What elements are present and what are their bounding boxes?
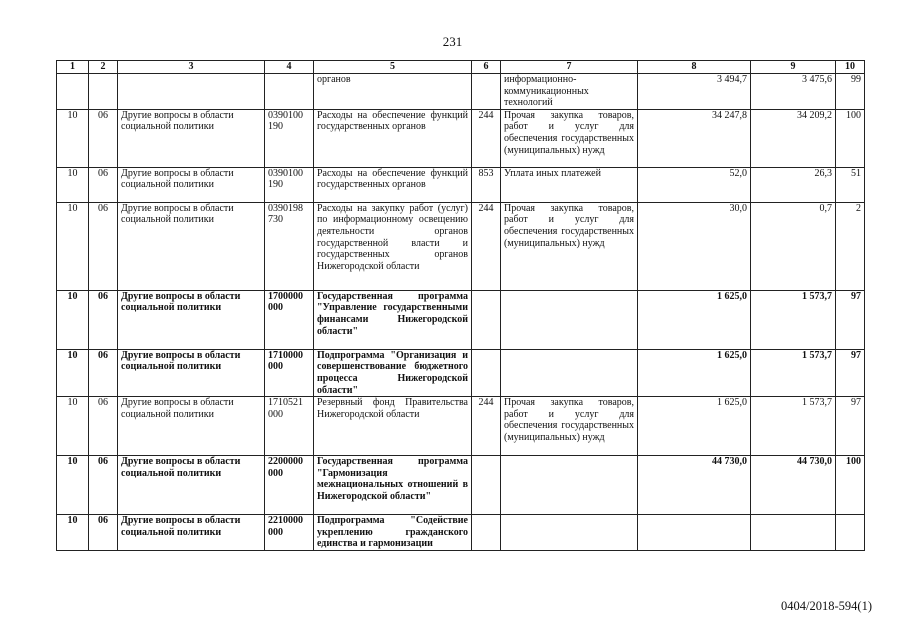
target-item-name: Расходы на обеспечение функций государственных органов — [314, 167, 472, 202]
planned-amount — [638, 515, 751, 551]
execution-percent: 97 — [836, 397, 865, 456]
expense-type-name: информационно-коммуникационных технологий — [501, 74, 638, 110]
expense-type-code: 244 — [472, 202, 501, 290]
execution-percent: 2 — [836, 202, 865, 290]
executed-amount: 34 209,2 — [751, 109, 836, 167]
expense-type-name: Прочая закупка товаров, работ и услуг для обеспечения государственных (муниципальных) нужд — [501, 397, 638, 456]
executed-amount: 26,3 — [751, 167, 836, 202]
subsection-code: 06 — [89, 397, 118, 456]
column-header-5: 5 — [314, 61, 472, 74]
section-code: 10 — [57, 397, 89, 456]
target-item-code: 0390198 730 — [265, 202, 314, 290]
column-header-8: 8 — [638, 61, 751, 74]
planned-amount: 44 730,0 — [638, 456, 751, 515]
table-row — [57, 74, 865, 110]
target-item-code: 2200000 000 — [265, 456, 314, 515]
target-item-code: 0390100 190 — [265, 109, 314, 167]
column-header-9: 9 — [751, 61, 836, 74]
section-name: Другие вопросы в области социальной политики — [118, 202, 265, 290]
planned-amount: 52,0 — [638, 167, 751, 202]
expense-type-name — [501, 290, 638, 349]
section-name — [118, 74, 265, 110]
section-name: Другие вопросы в области социальной политики — [118, 290, 265, 349]
section-code: 10 — [57, 456, 89, 515]
expense-type-name — [501, 349, 638, 396]
section-code: 10 — [57, 167, 89, 202]
expense-type-code — [472, 74, 501, 110]
expense-type-code: 853 — [472, 167, 501, 202]
column-header-10: 10 — [836, 61, 865, 74]
section-code: 10 — [57, 349, 89, 396]
section-name: Другие вопросы в области социальной политики — [118, 109, 265, 167]
subsection-code: 06 — [89, 515, 118, 551]
section-code: 10 — [57, 202, 89, 290]
table-row — [57, 167, 865, 202]
expense-type-code — [472, 456, 501, 515]
table-row — [57, 109, 865, 167]
target-item-name: Расходы на обеспечение функций государственных органов — [314, 109, 472, 167]
execution-percent — [836, 515, 865, 551]
column-header-7: 7 — [501, 61, 638, 74]
expense-type-name: Уплата иных платежей — [501, 167, 638, 202]
table-row — [57, 456, 865, 515]
target-item-code — [265, 74, 314, 110]
planned-amount: 3 494,7 — [638, 74, 751, 110]
subsection-code — [89, 74, 118, 110]
subsection-code: 06 — [89, 349, 118, 396]
expense-type-code — [472, 349, 501, 396]
executed-amount: 1 573,7 — [751, 290, 836, 349]
section-name: Другие вопросы в области социальной политики — [118, 167, 265, 202]
execution-percent: 97 — [836, 349, 865, 396]
executed-amount: 0,7 — [751, 202, 836, 290]
planned-amount: 34 247,8 — [638, 109, 751, 167]
executed-amount: 1 573,7 — [751, 397, 836, 456]
budget-table — [56, 60, 865, 551]
planned-amount: 30,0 — [638, 202, 751, 290]
section-code — [57, 74, 89, 110]
planned-amount: 1 625,0 — [638, 397, 751, 456]
execution-percent: 97 — [836, 290, 865, 349]
section-name: Другие вопросы в области социальной политики — [118, 456, 265, 515]
target-item-name: Расходы на закупку работ (услуг) по информационному освещению деятельности органов государственной власти и государственных органов Нижегородской области — [314, 202, 472, 290]
target-item-name: Подпрограмма "Организация и совершенствование бюджетного процесса Нижегородской области" — [314, 349, 472, 396]
planned-amount: 1 625,0 — [638, 349, 751, 396]
table-row — [57, 515, 865, 551]
target-item-name: Государственная программа "Гармонизация межнациональных отношений в Нижегородской области" — [314, 456, 472, 515]
target-item-name: органов — [314, 74, 472, 110]
expense-type-name: Прочая закупка товаров, работ и услуг для обеспечения государственных (муниципальных) нужд — [501, 109, 638, 167]
subsection-code: 06 — [89, 456, 118, 515]
page-number: 231 — [442, 34, 463, 49]
expense-type-code: 244 — [472, 397, 501, 456]
target-item-code: 1710521 000 — [265, 397, 314, 456]
executed-amount: 3 475,6 — [751, 74, 836, 110]
target-item-code: 1700000 000 — [265, 290, 314, 349]
executed-amount: 1 573,7 — [751, 349, 836, 396]
column-header-4: 4 — [265, 61, 314, 74]
column-header-3: 3 — [118, 61, 265, 74]
target-item-name: Подпрограмма "Содействие укреплению гражданского единства и гармонизации — [314, 515, 472, 551]
table-row — [57, 349, 865, 396]
document-code: 0404/2018-594(1) — [781, 599, 872, 613]
target-item-name: Резервный фонд Правительства Нижегородской области — [314, 397, 472, 456]
expense-type-name — [501, 456, 638, 515]
expense-type-name: Прочая закупка товаров, работ и услуг для обеспечения государственных (муниципальных) нужд — [501, 202, 638, 290]
subsection-code: 06 — [89, 109, 118, 167]
section-code: 10 — [57, 109, 89, 167]
expense-type-code — [472, 290, 501, 349]
section-name: Другие вопросы в области социальной политики — [118, 397, 265, 456]
target-item-code: 0390100 190 — [265, 167, 314, 202]
subsection-code: 06 — [89, 290, 118, 349]
table-row — [57, 290, 865, 349]
table-row — [57, 397, 865, 456]
target-item-name: Государственная программа "Управление государственными финансами Нижегородской области" — [314, 290, 472, 349]
executed-amount — [751, 515, 836, 551]
expense-type-code: 244 — [472, 109, 501, 167]
execution-percent: 99 — [836, 74, 865, 110]
execution-percent: 100 — [836, 109, 865, 167]
column-header-6: 6 — [472, 61, 501, 74]
column-header-1: 1 — [57, 61, 89, 74]
expense-type-name — [501, 515, 638, 551]
section-code: 10 — [57, 515, 89, 551]
section-name: Другие вопросы в области социальной политики — [118, 349, 265, 396]
section-name: Другие вопросы в области социальной политики — [118, 515, 265, 551]
table-row — [57, 202, 865, 290]
column-header-2: 2 — [89, 61, 118, 74]
subsection-code: 06 — [89, 202, 118, 290]
section-code: 10 — [57, 290, 89, 349]
target-item-code: 2210000 000 — [265, 515, 314, 551]
executed-amount: 44 730,0 — [751, 456, 836, 515]
header-row — [57, 61, 865, 74]
planned-amount: 1 625,0 — [638, 290, 751, 349]
target-item-code: 1710000 000 — [265, 349, 314, 396]
subsection-code: 06 — [89, 167, 118, 202]
expense-type-code — [472, 515, 501, 551]
execution-percent: 51 — [836, 167, 865, 202]
execution-percent: 100 — [836, 456, 865, 515]
